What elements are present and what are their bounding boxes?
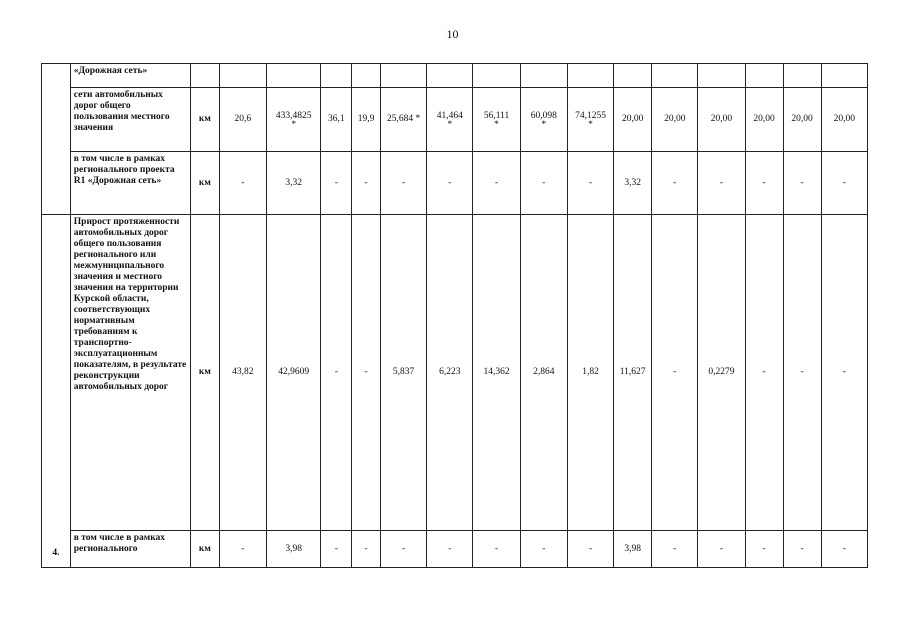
unit-cell: км [190,531,219,568]
table-row [42,64,868,88]
indicator-description: Прирост протяженности автомобильных дорог общего пользования регионального или межмуниципального значения и местного значения на территории Курской области, соответствующих нормативным требованиям к транспортно-эксплуатационным показателям, в результате реконструкции автомобильных дорог [70,215,190,531]
value-cell [321,215,352,531]
unit-cell [190,64,219,88]
indicator-description: «Дорожная сеть» [70,64,190,88]
value-text: - [494,177,499,188]
value-text: - [762,177,766,188]
value-text: 11,627 [619,367,646,377]
value-cell [352,215,381,531]
value-cell [380,88,426,152]
value-text: 20,00 [664,114,686,124]
value-text: 3,32 [285,177,302,188]
value-text: - [364,543,368,554]
value-cell [473,531,520,568]
value-text: 433,4825 [275,110,312,121]
value-cell [821,215,867,531]
value-text: - [448,543,452,554]
value-text: 36,1 [328,114,345,124]
value-text: 20,00 [833,114,855,124]
value-text: 25,684 * [386,114,421,124]
value-cell [821,88,867,152]
value-text: - [402,543,406,554]
value-cell [614,215,652,531]
value-cell [219,152,266,215]
value-cell [520,88,567,152]
value-cell [567,531,613,568]
value-text: - [673,543,677,554]
value-text: - [364,177,368,188]
value-cell [219,215,266,531]
value-cell [614,88,652,152]
value-text: - [673,177,677,188]
value-cell [266,215,320,531]
value-cell [352,152,381,215]
footnote-mark: * [588,119,593,130]
value-cell [652,152,698,215]
value-cell [614,152,652,215]
value-cell [321,64,352,88]
value-text: - [402,177,406,188]
value-cell [219,88,266,152]
value-cell [783,215,821,531]
row-number-cell [42,64,71,215]
value-cell [473,152,520,215]
value-cell [266,64,320,88]
value-cell [321,88,352,152]
value-cell [745,64,783,88]
value-cell [745,215,783,531]
value-cell [652,215,698,531]
value-cell [520,531,567,568]
indicator-description: в том числе в рамках регионального [70,531,190,568]
value-cell [473,215,520,531]
value-cell [321,152,352,215]
value-text: - [588,177,593,188]
value-cell [567,64,613,88]
value-text: 20,00 [753,114,775,124]
value-cell [698,152,745,215]
table-row [42,88,868,152]
value-text: - [241,177,245,188]
value-text: - [364,367,368,377]
value-text: - [588,543,593,554]
value-cell [698,88,745,152]
value-cell [473,88,520,152]
value-text: - [842,543,846,554]
table-row [42,152,868,215]
value-cell [783,531,821,568]
value-text: 19,9 [357,114,375,124]
value-cell [783,64,821,88]
value-cell [520,64,567,88]
indicator-description: в том числе в рамках регионального проекта R1 «Дорожная сеть» [70,152,190,215]
row-number-cell: 4. [42,215,71,568]
value-cell [567,152,613,215]
value-text: - [800,177,804,188]
value-text: 1,82 [582,367,599,377]
unit-cell: км [190,152,219,215]
value-cell [380,64,426,88]
value-text: 74,1255 [575,110,606,121]
value-cell [698,215,745,531]
value-cell [352,88,381,152]
value-cell [219,531,266,568]
value-text: 3,98 [285,543,302,554]
value-cell [652,88,698,152]
value-cell [427,215,473,531]
value-text: - [762,543,766,554]
value-text: - [719,177,724,188]
value-cell [698,64,745,88]
value-cell [614,64,652,88]
value-text: - [494,543,499,554]
page-number: 10 [446,27,459,41]
value-cell [567,88,613,152]
value-text: - [542,543,546,554]
value-text: 43,82 [232,367,254,377]
value-text: 20,00 [791,114,813,124]
value-text: 3,32 [624,177,641,188]
unit-cell: км [190,215,219,531]
value-text: 5,837 [392,367,415,377]
value-text: 56,111 [483,110,510,121]
value-cell [652,64,698,88]
value-text: 42,9609 [278,367,310,377]
footnote-mark: * [447,119,453,130]
value-text: 60,098 [530,110,557,121]
footnote-mark: * [494,119,499,130]
value-text: 6,223 [439,367,461,377]
value-cell [821,152,867,215]
value-cell [698,531,745,568]
value-cell [352,64,381,88]
value-text: - [542,177,546,188]
value-text: 20,6 [234,114,252,124]
value-cell [266,152,320,215]
value-text: 0,2279 [708,367,735,377]
value-cell [427,152,473,215]
value-text: - [842,367,846,377]
value-cell [567,215,613,531]
value-text: - [842,177,846,188]
indicator-table [41,63,868,568]
value-text: 14,362 [483,367,510,377]
value-cell [380,531,426,568]
value-text: - [334,543,338,554]
value-text: - [673,367,677,377]
value-cell [783,152,821,215]
value-cell [520,152,567,215]
value-cell [427,64,473,88]
value-cell [427,531,473,568]
footnote-mark: * [291,119,297,130]
unit-cell: км [190,88,219,152]
value-cell [380,215,426,531]
value-text: 20,00 [621,114,644,124]
value-text: 20,00 [710,114,733,124]
value-cell [745,88,783,152]
value-cell [219,64,266,88]
value-text: - [334,367,338,377]
value-cell [652,531,698,568]
value-cell [520,215,567,531]
value-cell [745,531,783,568]
value-cell [427,88,473,152]
value-text: - [241,543,245,554]
value-text: - [719,543,724,554]
footnote-mark: * [541,119,547,130]
value-text: - [334,177,338,188]
value-cell [321,531,352,568]
value-text: - [762,367,766,377]
value-text: 3,98 [624,543,641,554]
value-text: - [800,367,804,377]
value-text: - [800,543,804,554]
value-cell [266,531,320,568]
value-cell [821,64,867,88]
value-cell [745,152,783,215]
value-cell [614,531,652,568]
value-cell [380,152,426,215]
value-cell [473,64,520,88]
value-cell [783,88,821,152]
value-text: - [448,177,452,188]
table-row [42,215,868,531]
value-cell [821,531,867,568]
value-cell [266,88,320,152]
table-row [42,531,868,568]
value-text: 41,464 [436,110,463,121]
value-cell [352,531,381,568]
indicator-description: сети автомобильных дорог общего пользования местного значения [70,88,190,152]
value-text: 2,864 [533,367,555,377]
